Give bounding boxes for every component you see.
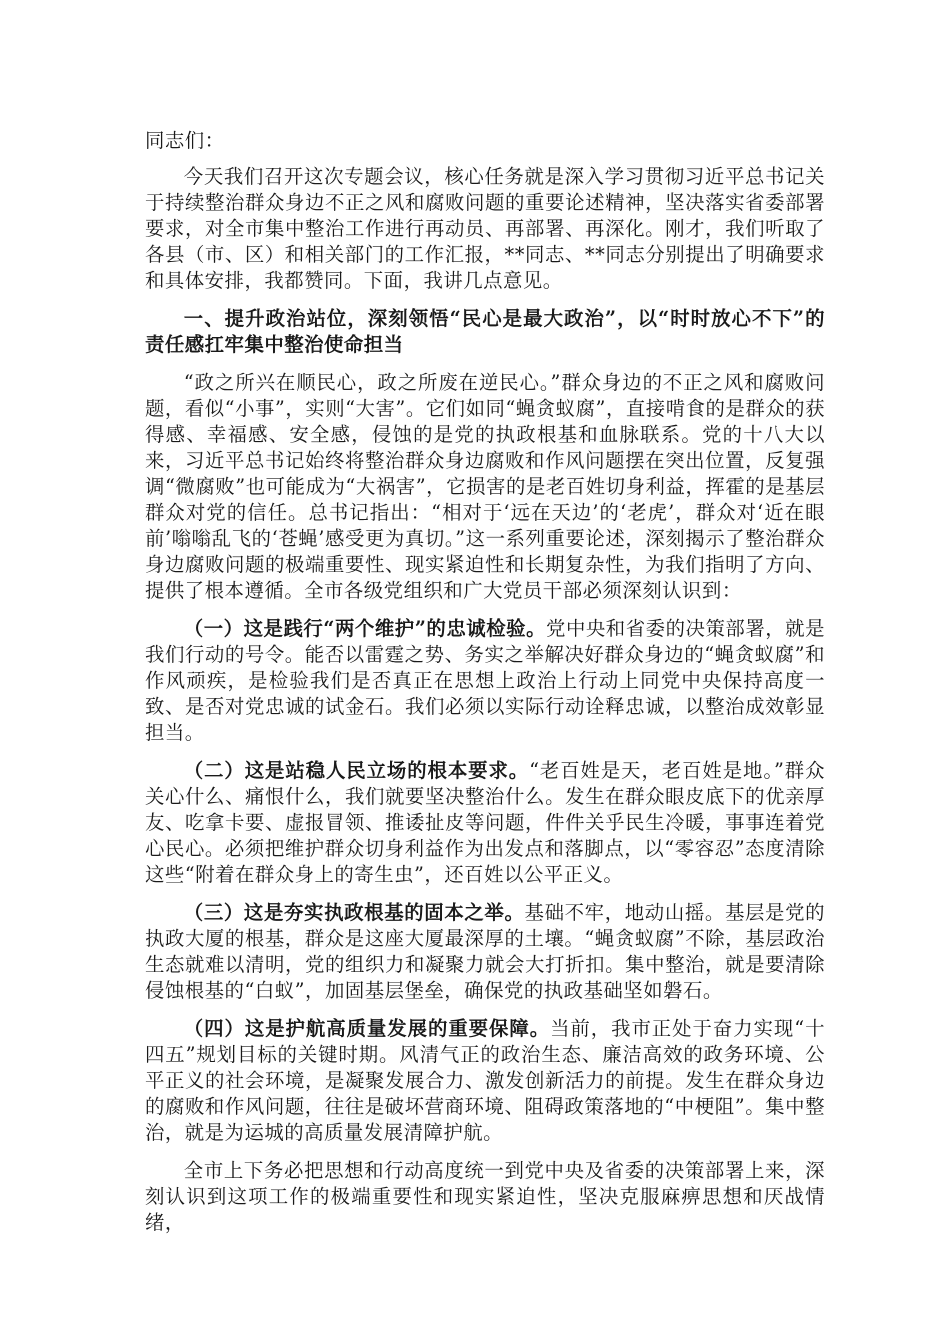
point-text-2: “老百姓是天，老百姓是地。”群众关心什么、痛恨什么，我们就要坚决整治什么。发生在群众眼皮底下的优亲厚友、吃拿卡要、虚报冒领、推诿扯皮等问题，件件关乎民生冷暖，事事连着党心民心。必须把维护群众切身利益作为出发点和落脚点，以“零容忍”态度清除这些“附着在群众身上的寄生虫”，还百姓以公平正义。: [145, 759, 825, 886]
point-paragraph-4: [145, 1016, 825, 1146]
point-lead-3: （三）这是夯实执政根基的固本之举。: [183, 901, 525, 924]
section-1-body: “政之所兴在顺民心，政之所废在逆民心。”群众身边的不正之风和腐败问题，看似“小事”，实则“大害”。它们如同“蝇贪蚁腐”，直接啃食的是群众的获得感、幸福感、安全感，侵蚀的是党的执政根基和血脉联系。党的十八大以来，习近平总书记始终将整治群众身边腐败和作风问题摆在突出位置，反复强调“微腐败”也可能成为“大祸害”，它损害的是老百姓切身利益，挥霍的是基层群众对党的信任。总书记指出：“相对于‘远在天边’的‘老虎’，群众对‘近在眼前’嗡嗡乱飞的‘苍蝇’感受更为真切。”这一系列重要论述，深刻揭示了整治群众身边腐败问题的极端重要性、现实紧迫性和长期复杂性，为我们指明了方向、提供了根本遵循。全市各级党组织和广大党员干部必须深刻认识到：: [145, 371, 825, 602]
intro-paragraph: 今天我们召开这次专题会议，核心任务就是深入学习贯彻习近平总书记关于持续整治群众身边不正之风和腐败问题的重要论述精神，坚决落实省委部署要求，对全市集中整治工作进行再动员、再部署、再深化。刚才，我们听取了各县（市、区）和相关部门的工作汇报，**同志、**同志分别提出了明确要求和具体安排，我都赞同。下面，我讲几点意见。: [145, 165, 825, 292]
point-paragraph-2: [145, 758, 825, 888]
point-paragraph-1: [145, 616, 825, 746]
point-lead-1: （一）这是践行“两个维护”的忠诚检验。: [183, 617, 547, 640]
point-paragraph-3: [145, 900, 825, 1004]
point-text-1: 党中央和省委的决策部署，就是我们行动的号令。能否以雷霆之势、务实之举解决好群众身边的“蝇贪蚁腐”和作风顽疾，是检验我们是否真正在思想上政治上行动上同党中央保持高度一致、是否对党忠诚的试金石。我们必须以实际行动诠释忠诚，以整治成效彰显担当。: [145, 617, 826, 744]
point-text-4: 当前，我市正处于奋力实现“十四五”规划目标的关键时期。风清气正的政治生态、廉洁高效的政务环境、公平正义的社会环境，是凝聚发展合力、激发创新活力的前提。发生在群众身边的腐败和作风问题，往往是破坏营商环境、阻碍政策落地的“中梗阻”。集中整治，就是为运城的高质量发展清障护航。: [145, 1017, 825, 1144]
section-heading-1: 一、提升政治站位，深刻领悟“民心是最大政治”，以“时时放心不下”的责任感扛牢集中整治使命担当: [145, 307, 825, 356]
point-lead-2: （二）这是站稳人民立场的根本要求。: [183, 759, 530, 782]
document-page: [145, 128, 825, 1236]
closing-paragraph: 全市上下务必把思想和行动高度统一到党中央及省委的决策部署上来，深刻认识到这项工作的极端重要性和现实紧迫性，坚决克服麻痹思想和厌战情绪，: [145, 1159, 825, 1234]
point-lead-4: （四）这是护航高质量发展的重要保障。: [183, 1017, 551, 1040]
salutation: 同志们：: [145, 129, 225, 152]
point-text-3: 基础不牢，地动山摇。基层是党的执政大厦的根基，群众是这座大厦最深厚的土壤。“蝇贪蚁腐”不除，基层政治生态就难以清明，党的组织力和凝聚力就会大打折扣。集中整治，就是要清除侵蚀根基的“白蚁”，加固基层堡垒，确保党的执政基础坚如磐石。: [145, 901, 826, 1002]
